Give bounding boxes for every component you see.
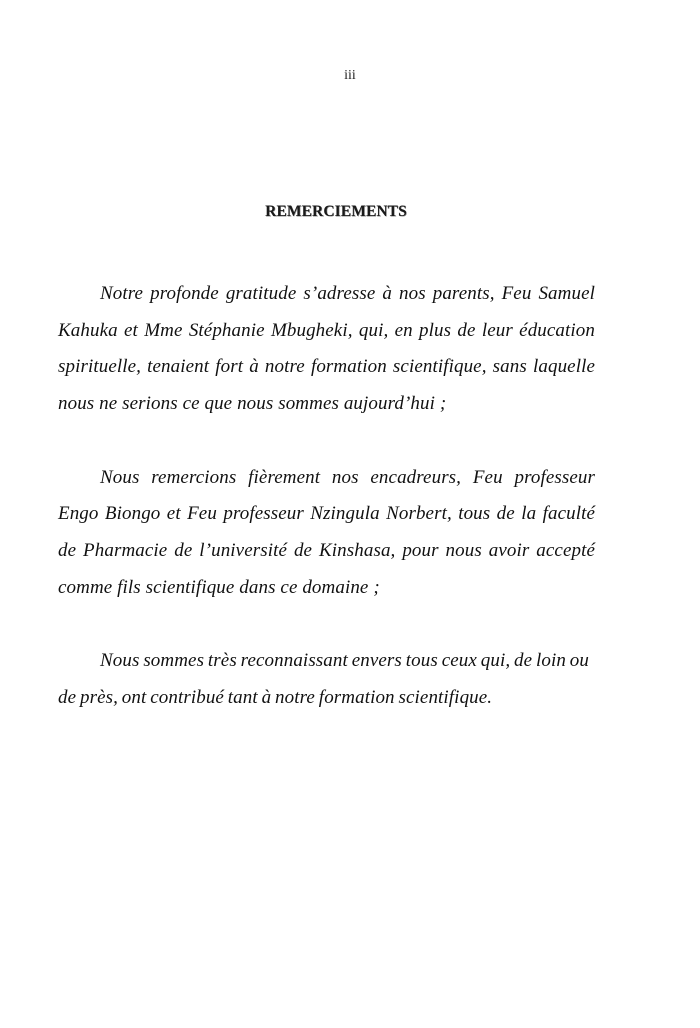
acknowledgements-body [58,276,595,753]
paragraph-contributors: Nous sommes très reconnaissant envers tous ceux qui, de loin ou de près, ont contribué tant à notre formation scientifique. [58,650,590,708]
paragraph-supervisors: Nous remercions fièrement nos encadreurs, Feu professeur Engo Biongo et Feu professeur Nzingula Norbert, tous de la faculté de Pharmacie de l’université de Kinshasa, pour nous avoir accepté comme fils scientifique dans ce domaine ; [58,466,595,598]
paragraph-parents: Notre profonde gratitude s’adresse à nos parents, Feu Samuel Kahuka et Mme Stéphanie Mbugheki, qui, en plus de leur éducation spirituelle, tenaient fort à notre formation scientifique, sans laquelle nous ne serions ce que nous sommes aujourd’hui ; [58,283,595,415]
page-number: iii [344,68,356,83]
section-heading: REMERCIEMENTS [265,203,407,220]
